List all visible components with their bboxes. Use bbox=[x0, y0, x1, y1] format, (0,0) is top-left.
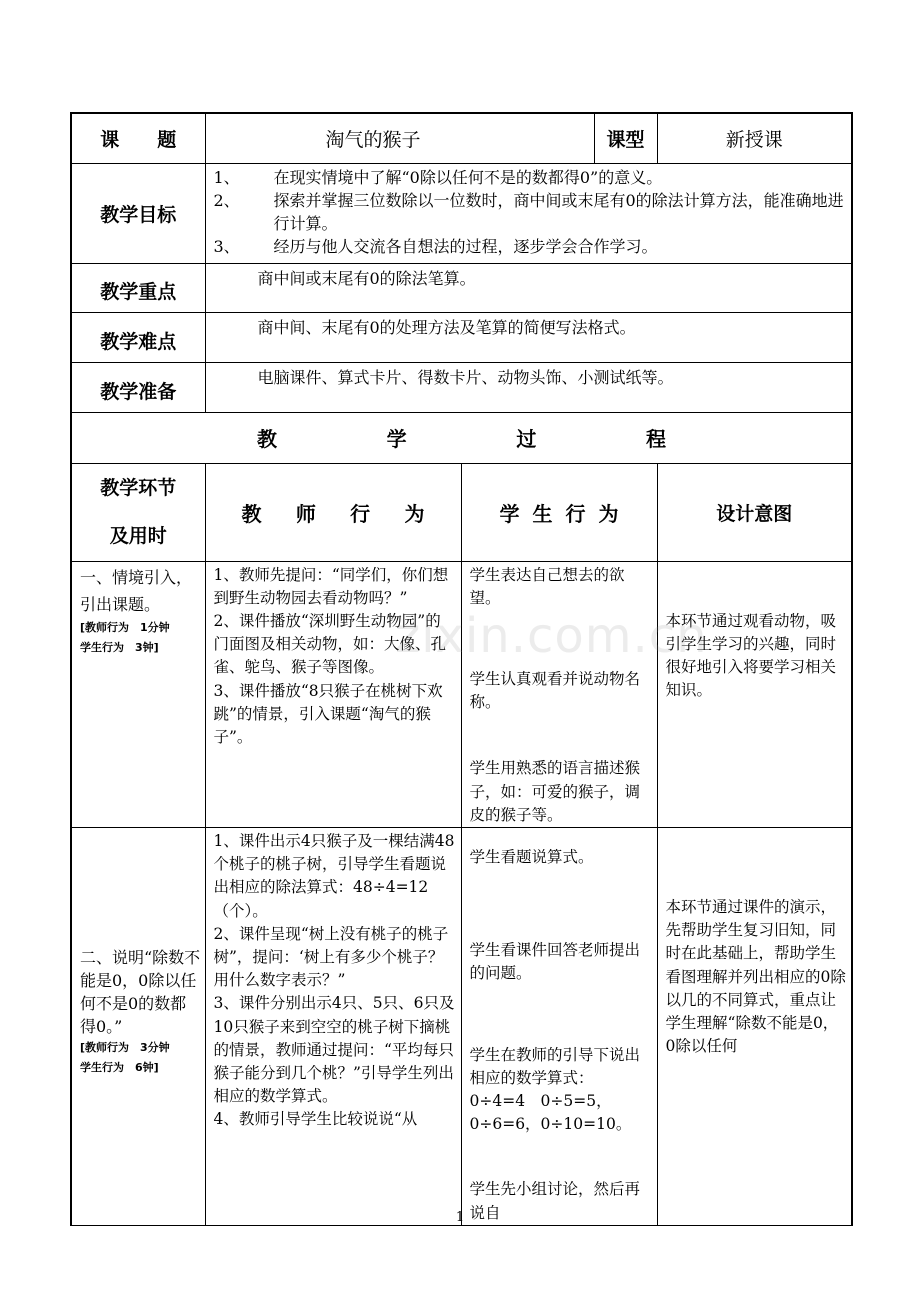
objectives-label: 教学目标 bbox=[71, 163, 205, 263]
col-teacher-header: 教 师 行 为 bbox=[205, 463, 461, 561]
objective-item: 3、 经历与他人交流各自想法的过程，逐步学会合作学习。 bbox=[213, 236, 658, 256]
section2-note-teacher: [教师行为 3分钟 bbox=[80, 1040, 170, 1054]
section2-student: 学生看题说算式。 学生看课件回答老师提出的问题。 学生在教师的引导下说出相应的数学算式： 0÷4=4 0÷5=5，0÷6=6，0÷10=10。 学生先小组讨论，然后再说自 bbox=[461, 827, 657, 1225]
col-student-header: 学 生 行 为 bbox=[461, 463, 657, 561]
objective-item: 2、 探索并掌握三位数除以一位数时，商中间或末尾有0的除法计算方法，能准确地进行计算。 bbox=[213, 190, 844, 233]
section1-intent: 本环节通过观看动物，吸引学生学习的兴趣，同时很好地引入将要学习相关知识。 bbox=[657, 561, 852, 827]
difficulty-text: 商中间、末尾有0的处理方法及笔算的简便写法格式。 bbox=[205, 312, 852, 362]
section1-student: 学生表达自己想去的欲望。 学生认真观看并说动物名称。 学生用熟悉的语言描述猴子，如：可爱的猴子，调皮的猴子等。 bbox=[461, 561, 657, 827]
objective-item: 1、 在现实情境中了解“0除以任何不是的数都得0”的意义。 bbox=[213, 167, 663, 187]
objectives-list bbox=[205, 163, 852, 263]
preparation-label: 教学准备 bbox=[71, 362, 205, 412]
section2-teacher: 1、课件出示4只猴子及一棵结满48个桃子的桃子树，引导学生看题说出相应的除法算式：48÷4=12（个）。 2、课件呈现“树上没有桃子的桃子树”，提问：‘树上有多少个桃子？用什么数字表示？” 3、课件分别出示4只、5只、6只及10只猴子来到空空的桃子树下摘桃的情景，教师通过提问：“平均每只猴子能分到几个桃？”引导学生列出相应的数学算式。 4、教师引导学生比较说说“从 bbox=[205, 827, 461, 1225]
section1-note-student: 学生行为 3钟] bbox=[80, 640, 159, 654]
section1-note-teacher: [教师行为 1分钟 bbox=[80, 620, 170, 634]
difficulty-label: 教学难点 bbox=[71, 312, 205, 362]
page-number: 1 bbox=[455, 1210, 465, 1225]
topic-value: 淘气的猴子 bbox=[205, 113, 594, 163]
col-intent-header: 设计意图 bbox=[657, 463, 852, 561]
topic-label: 课 题 bbox=[71, 113, 205, 163]
process-title: 教 学 过 程 bbox=[71, 412, 852, 463]
key-point-text: 商中间或末尾有0的除法笔算。 bbox=[205, 263, 852, 312]
col-stage-header: 教学环节 及用时 bbox=[71, 463, 205, 561]
section2-intent: 本环节通过课件的演示，先帮助学生复习旧知，同时在此基础上，帮助学生看图理解并列出相应的0除以几的不同算式，重点让学生理解“除数不能是0，0除以任何 bbox=[657, 827, 852, 1225]
preparation-text: 电脑课件、算式卡片、得数卡片、动物头饰、小测试纸等。 bbox=[205, 362, 852, 412]
section2-note-student: 学生行为 6钟] bbox=[80, 1060, 159, 1074]
section1-stage: 一、情境引入，引出课题。 [教师行为 1分钟 学生行为 3钟] bbox=[71, 561, 205, 827]
watermark: zixin.com.cn bbox=[395, 608, 708, 664]
lesson-plan-table bbox=[70, 112, 853, 1226]
key-point-label: 教学重点 bbox=[71, 263, 205, 312]
type-label: 课型 bbox=[594, 113, 657, 163]
section2-stage: 二、说明“除数不能是0，0除以任何不是0的数都得0。” [教师行为 3分钟 学生行为 6钟] bbox=[71, 827, 205, 1225]
section1-teacher: 1、教师先提问：“同学们，你们想到野生动物园去看动物吗？” 2、课件播放“深圳野生动物园”的门面图及相关动物，如：大像、孔雀、鸵鸟、猴子等图像。 3、课件播放“8只猴子在桃树下欢跳”的情景，引入课题“淘气的猴子”。 bbox=[205, 561, 461, 827]
type-value: 新授课 bbox=[657, 113, 852, 163]
